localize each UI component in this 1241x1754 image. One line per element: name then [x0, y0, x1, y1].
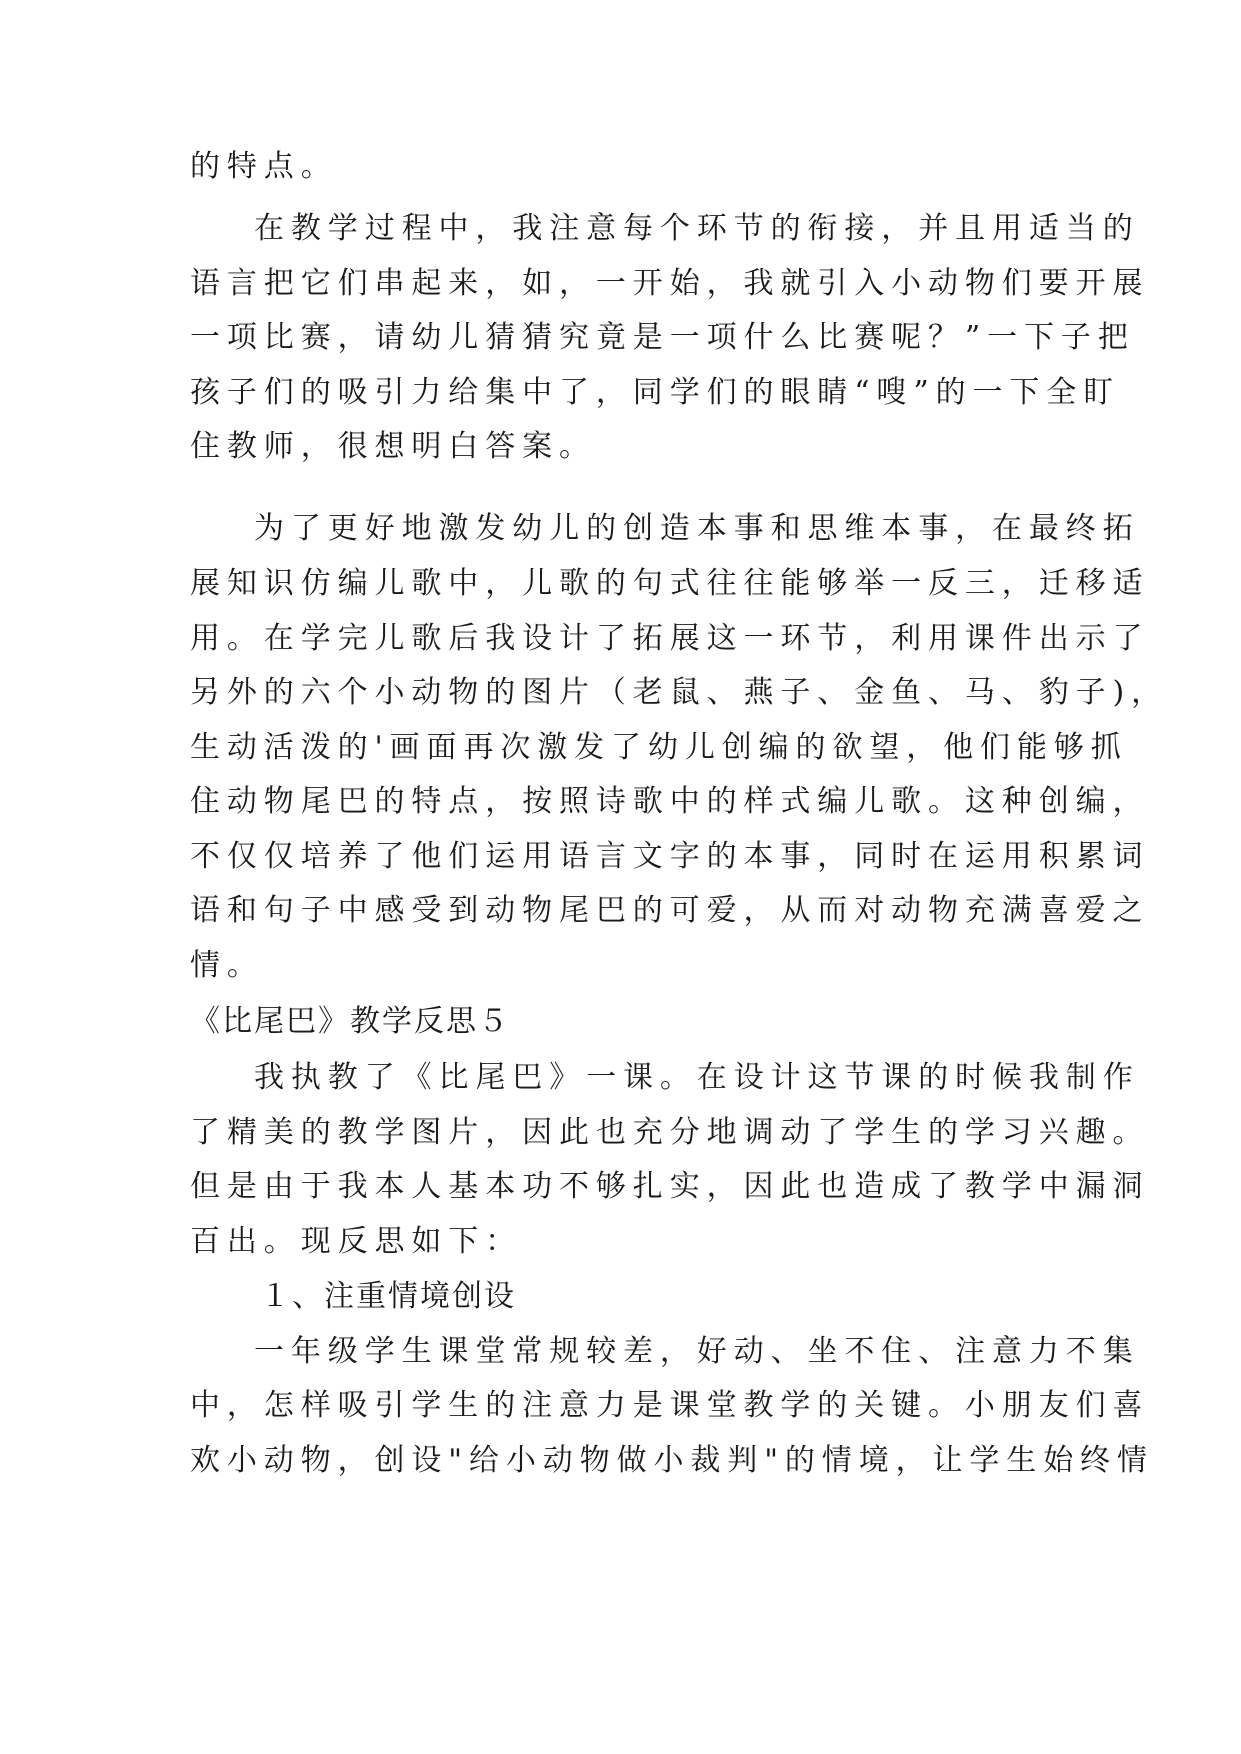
text-line: 情。: [190, 948, 264, 983]
text-line: 展知识仿编儿歌中，儿歌的句式往往能够举一反三，迁移适: [190, 566, 1150, 601]
text-line: 中，怎样吸引学生的注意力是课堂教学的关键。小朋友们喜: [190, 1388, 1150, 1423]
section-heading: 《比尾巴》教学反思５: [190, 1004, 510, 1039]
text-line: 语言把它们串起来，如，一开始，我就引入小动物们要开展: [190, 266, 1150, 301]
paragraph-first-line: 一年级学生课堂常规较差，好动、坐不住、注意力不集: [254, 1334, 1140, 1369]
text-line: 语和句子中感受到动物尾巴的可爱，从而对动物充满喜爱之: [190, 893, 1150, 928]
text-line: 用。在学完儿歌后我设计了拓展这一环节，利用课件出示了: [190, 621, 1150, 656]
text-line: 百出。现反思如下：: [190, 1224, 523, 1259]
text-line: 住教师，很想明白答案。: [190, 429, 596, 464]
text-line: 另外的六个小动物的图片（老鼠、燕子、金鱼、马、豹子)，: [190, 675, 1169, 710]
paragraph-first-line: 我执教了《比尾巴》一课。在设计这节课的时候我制作: [254, 1060, 1140, 1095]
paragraph-first-line: 在教学过程中，我注意每个环节的衔接，并且用适当的: [254, 211, 1140, 246]
text-line: 一项比赛，请幼儿猜猜究竟是一项什么比赛呢？”一下子把: [190, 320, 1135, 355]
paragraph-first-line: 为了更好地激发幼儿的创造本事和思维本事，在最终拓: [254, 511, 1140, 546]
text-line: 但是由于我本人基本功不够扎实，因此也造成了教学中漏洞: [190, 1169, 1150, 1204]
text-line: 欢小动物，创设"给小动物做小裁判"的情境，让学生始终情: [190, 1443, 1154, 1478]
text-line: 住动物尾巴的特点，按照诗歌中的样式编儿歌。这种创编，: [190, 784, 1150, 819]
text-line: 的特点。: [190, 149, 338, 184]
subsection-heading: １、注重情境创设: [260, 1279, 516, 1314]
text-line: 不仅仅培养了他们运用语言文字的本事，同时在运用积累词: [190, 839, 1150, 874]
text-line: 生动活泼的'画面再次激发了幼儿创编的欲望，他们能够抓: [190, 730, 1128, 765]
text-line: 了精美的教学图片，因此也充分地调动了学生的学习兴趣。: [190, 1115, 1150, 1150]
text-line: 孩子们的吸引力给集中了，同学们的眼睛“嗖”的一下全盯: [190, 375, 1121, 410]
